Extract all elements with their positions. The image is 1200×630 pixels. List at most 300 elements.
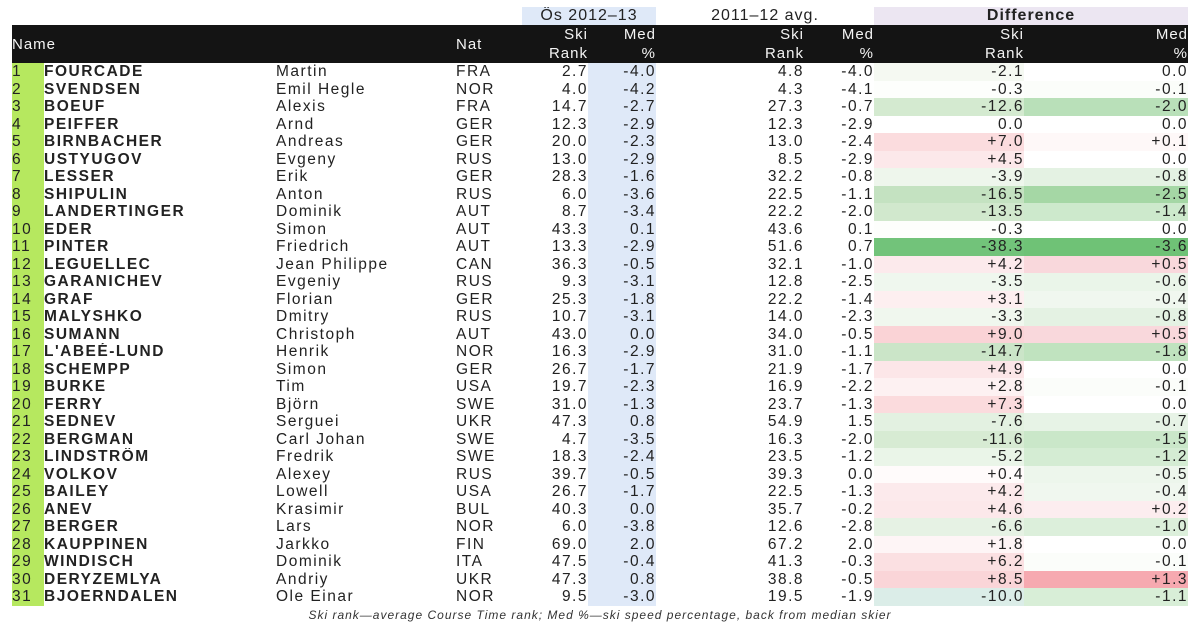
athlete-last-name: LESSER xyxy=(44,168,116,186)
rank-number: 21 xyxy=(12,413,44,431)
table-caption: Ski rank—average Course Time rank; Med %—ski speed percentage, back from median skier xyxy=(308,608,892,622)
ski-rank-current: 26.7 xyxy=(551,360,588,378)
table-body xyxy=(12,63,1188,606)
athlete-last-name: MALYSHKO xyxy=(44,308,144,326)
ski-rank-difference: -10.0 xyxy=(874,588,1024,606)
athlete-first-name: Martin xyxy=(276,63,329,81)
med-difference: +1.3 xyxy=(1024,571,1188,589)
athlete-last-name: FERRY xyxy=(44,395,104,413)
athlete-last-name: EDER xyxy=(44,220,94,238)
athlete-last-name: BJOERNDALEN xyxy=(44,588,179,606)
table-row xyxy=(12,431,1188,449)
ski-rank-current: 10.7 xyxy=(551,308,588,326)
table-row xyxy=(12,151,1188,169)
nationality: AUT xyxy=(456,325,492,343)
ski-rank-average: 34.0 xyxy=(767,325,804,343)
athlete-first-name: Tim xyxy=(276,378,306,396)
athlete-first-name: Emil Hegle xyxy=(276,80,366,98)
med-difference: +0.1 xyxy=(1024,133,1188,151)
athlete-first-name: Anton xyxy=(276,185,325,203)
ski-rank-current: 14.7 xyxy=(551,98,588,116)
ski-rank-difference: +6.2 xyxy=(874,553,1024,571)
athlete-last-name: USTYUGOV xyxy=(44,150,143,168)
athlete-first-name: Simon xyxy=(276,360,328,378)
group-previous-average: 2011–12 avg. xyxy=(656,7,874,25)
ski-rank-difference: +4.9 xyxy=(874,361,1024,379)
ski-rank-difference: +0.4 xyxy=(874,466,1024,484)
athlete-last-name: FOURCADE xyxy=(44,63,144,81)
athlete-first-name: Jarkko xyxy=(276,535,331,553)
ski-rank-average: 16.3 xyxy=(767,430,804,448)
table-row xyxy=(12,116,1188,134)
med-average: -2.3 xyxy=(841,308,875,326)
athlete-first-name: Jean Philippe xyxy=(276,255,389,273)
ski-rank-current: 39.7 xyxy=(551,465,588,483)
col-ski-rank-current: Ski Rank xyxy=(522,25,588,63)
ski-rank-average: 22.2 xyxy=(767,290,804,308)
athlete-last-name: SUMANN xyxy=(44,325,122,343)
athlete-last-name: ANEV xyxy=(44,500,94,518)
ski-rank-average: 14.0 xyxy=(767,308,804,326)
med-current: -2.9 xyxy=(588,116,656,134)
med-difference: -1.4 xyxy=(1024,203,1188,221)
nationality: GER xyxy=(456,168,495,186)
rank-number: 17 xyxy=(12,343,44,361)
ski-rank-difference: -0.3 xyxy=(874,221,1024,239)
nationality: UKR xyxy=(456,413,494,431)
med-difference: -0.1 xyxy=(1024,378,1188,396)
med-difference: 0.0 xyxy=(1024,63,1188,81)
med-current: 0.0 xyxy=(588,326,656,344)
athlete-first-name: Alexey xyxy=(276,465,332,483)
ski-rank-current: 6.0 xyxy=(561,518,588,536)
med-average: -1.7 xyxy=(841,360,875,378)
col-name: Name xyxy=(12,25,456,63)
ski-rank-average: 35.7 xyxy=(767,500,804,518)
med-current: 2.0 xyxy=(588,536,656,554)
athlete-first-name: Krasimir xyxy=(276,500,345,518)
ski-rank-average: 22.5 xyxy=(767,185,804,203)
athlete-last-name: LINDSTRÖM xyxy=(44,448,150,466)
rank-number: 16 xyxy=(12,326,44,344)
nationality: SWE xyxy=(456,430,496,448)
med-difference: -0.8 xyxy=(1024,168,1188,186)
med-difference: -0.4 xyxy=(1024,291,1188,309)
med-average: -0.7 xyxy=(841,98,875,116)
ski-rank-average: 19.5 xyxy=(767,588,804,606)
athlete-last-name: DERYZEMLYA xyxy=(44,570,163,588)
athlete-first-name: Andriy xyxy=(276,570,329,588)
athlete-last-name: SHIPULIN xyxy=(44,185,129,203)
med-current: -0.5 xyxy=(588,256,656,274)
ski-rank-difference: -7.6 xyxy=(874,413,1024,431)
med-average: 0.1 xyxy=(847,220,875,238)
med-current: -1.8 xyxy=(588,291,656,309)
ski-rank-current: 12.3 xyxy=(551,115,588,133)
ski-rank-difference: +4.2 xyxy=(874,256,1024,274)
med-average: -0.2 xyxy=(841,500,875,518)
nationality: GER xyxy=(456,290,495,308)
ski-rank-current: 4.0 xyxy=(561,80,588,98)
ski-rank-difference: -3.5 xyxy=(874,273,1024,291)
rank-number: 11 xyxy=(12,238,44,256)
athlete-first-name: Evgeny xyxy=(276,150,337,168)
col-nat: Nat xyxy=(456,25,522,63)
med-current: -3.6 xyxy=(588,186,656,204)
athlete-last-name: PEIFFER xyxy=(44,115,120,133)
athlete-first-name: Dmitry xyxy=(276,308,330,326)
ski-rank-difference: +9.0 xyxy=(874,326,1024,344)
med-difference: +0.2 xyxy=(1024,501,1188,519)
med-difference: 0.0 xyxy=(1024,151,1188,169)
med-current: -0.4 xyxy=(588,553,656,571)
athlete-first-name: Friedrich xyxy=(276,238,350,256)
athlete-last-name: LANDERTINGER xyxy=(44,203,186,221)
nationality: RUS xyxy=(456,308,494,326)
med-average: -1.0 xyxy=(841,255,875,273)
athlete-first-name: Arnd xyxy=(276,115,315,133)
ski-rank-difference: -12.6 xyxy=(874,98,1024,116)
med-average: 2.0 xyxy=(847,535,875,553)
rank-number: 31 xyxy=(12,588,44,606)
rank-number: 7 xyxy=(12,168,44,186)
med-average: -2.0 xyxy=(841,430,875,448)
med-current: 0.8 xyxy=(588,413,656,431)
med-difference: 0.0 xyxy=(1024,361,1188,379)
table-row xyxy=(12,483,1188,501)
table-row xyxy=(12,63,1188,81)
rank-number: 6 xyxy=(12,151,44,169)
med-difference: -0.7 xyxy=(1024,413,1188,431)
med-average: -0.3 xyxy=(841,553,875,571)
athlete-first-name: Alexis xyxy=(276,98,327,116)
med-current: -1.7 xyxy=(588,483,656,501)
ski-rank-average: 13.0 xyxy=(767,133,804,151)
athlete-last-name: LEGUELLEC xyxy=(44,255,152,273)
med-difference: -1.1 xyxy=(1024,588,1188,606)
table-row xyxy=(12,396,1188,414)
table-row xyxy=(12,361,1188,379)
nationality: NOR xyxy=(456,518,495,536)
athlete-last-name: VOLKOV xyxy=(44,465,119,483)
athlete-first-name: Dominik xyxy=(276,203,343,221)
table-row xyxy=(12,98,1188,116)
nationality: BUL xyxy=(456,500,491,518)
group-difference: Difference xyxy=(874,7,1188,25)
med-average: -0.5 xyxy=(841,325,875,343)
athlete-first-name: Christoph xyxy=(276,325,356,343)
athlete-last-name: GRAF xyxy=(44,290,94,308)
ski-rank-current: 28.3 xyxy=(551,168,588,186)
ski-rank-current: 18.3 xyxy=(551,448,588,466)
ski-rank-current: 43.3 xyxy=(551,220,588,238)
nationality: NOR xyxy=(456,343,495,361)
ski-rank-current: 43.0 xyxy=(551,325,588,343)
med-current: -2.7 xyxy=(588,98,656,116)
ski-rank-average: 23.5 xyxy=(767,448,804,466)
ski-rank-average: 4.8 xyxy=(777,63,804,81)
rank-number: 5 xyxy=(12,133,44,151)
ski-rank-difference: +7.0 xyxy=(874,133,1024,151)
med-current: -2.9 xyxy=(588,343,656,361)
ski-stats-table xyxy=(12,7,1188,606)
rank-number: 29 xyxy=(12,553,44,571)
ski-rank-current: 31.0 xyxy=(551,395,588,413)
nationality: USA xyxy=(456,378,493,396)
ski-rank-current: 4.7 xyxy=(561,430,588,448)
table-row xyxy=(12,186,1188,204)
ski-rank-current: 9.3 xyxy=(561,273,588,291)
ski-rank-average: 41.3 xyxy=(767,553,804,571)
athlete-first-name: Andreas xyxy=(276,133,345,151)
table-row xyxy=(12,238,1188,256)
med-current: -4.2 xyxy=(588,81,656,99)
rank-number: 10 xyxy=(12,221,44,239)
med-difference: +0.5 xyxy=(1024,256,1188,274)
med-average: -2.9 xyxy=(841,150,875,168)
med-current: 0.8 xyxy=(588,571,656,589)
table-row xyxy=(12,168,1188,186)
ski-rank-difference: 0.0 xyxy=(874,116,1024,134)
athlete-first-name: Fredrik xyxy=(276,448,335,466)
ski-rank-current: 2.7 xyxy=(561,63,588,81)
ski-rank-average: 27.3 xyxy=(767,98,804,116)
nationality: SWE xyxy=(456,395,496,413)
ski-rank-current: 69.0 xyxy=(551,535,588,553)
med-current: -3.0 xyxy=(588,588,656,606)
ski-rank-current: 47.3 xyxy=(551,570,588,588)
rank-number: 20 xyxy=(12,396,44,414)
ski-rank-current: 6.0 xyxy=(561,185,588,203)
rank-number: 24 xyxy=(12,466,44,484)
med-current: -3.1 xyxy=(588,273,656,291)
athlete-first-name: Erik xyxy=(276,168,309,186)
table-row xyxy=(12,81,1188,99)
med-average: -1.3 xyxy=(841,483,875,501)
med-current: -3.5 xyxy=(588,431,656,449)
ski-rank-difference: -11.6 xyxy=(874,431,1024,449)
athlete-last-name: BERGMAN xyxy=(44,430,135,448)
ski-rank-difference: -2.1 xyxy=(874,63,1024,81)
column-header-row xyxy=(12,25,1188,63)
nationality: GER xyxy=(456,115,495,133)
ski-rank-current: 47.5 xyxy=(551,553,588,571)
med-current: 0.0 xyxy=(588,501,656,519)
table-row xyxy=(12,466,1188,484)
med-average: -4.0 xyxy=(841,63,875,81)
athlete-first-name: Carl Johan xyxy=(276,430,366,448)
ski-rank-difference: +4.5 xyxy=(874,151,1024,169)
ski-rank-average: 21.9 xyxy=(767,360,804,378)
med-difference: -0.4 xyxy=(1024,483,1188,501)
athlete-last-name: BIRNBACHER xyxy=(44,133,164,151)
rank-number: 25 xyxy=(12,483,44,501)
ski-rank-difference: -5.2 xyxy=(874,448,1024,466)
ski-rank-current: 40.3 xyxy=(551,500,588,518)
athlete-last-name: GARANICHEV xyxy=(44,273,164,291)
med-average: -1.2 xyxy=(841,448,875,466)
nationality: FRA xyxy=(456,98,492,116)
athlete-last-name: L'ABEÉ-LUND xyxy=(44,343,165,361)
athlete-first-name: Lowell xyxy=(276,483,329,501)
med-average: -1.9 xyxy=(841,588,875,606)
med-average: -2.9 xyxy=(841,115,875,133)
ski-rank-current: 26.7 xyxy=(551,483,588,501)
col-med-average: Med % xyxy=(804,25,874,63)
med-average: -0.8 xyxy=(841,168,875,186)
nationality: NOR xyxy=(456,588,495,606)
athlete-last-name: KAUPPINEN xyxy=(44,535,149,553)
athlete-first-name: Björn xyxy=(276,395,320,413)
table-row xyxy=(12,291,1188,309)
med-difference: -2.5 xyxy=(1024,186,1188,204)
rank-number: 2 xyxy=(12,81,44,99)
med-difference: -0.1 xyxy=(1024,81,1188,99)
ski-rank-current: 20.0 xyxy=(551,133,588,151)
table-row xyxy=(12,273,1188,291)
col-med-difference: Med % xyxy=(1024,25,1188,63)
med-average: 0.7 xyxy=(847,238,875,256)
athlete-last-name: SVENDSEN xyxy=(44,80,142,98)
athlete-last-name: SCHEMPP xyxy=(44,360,132,378)
ski-rank-current: 13.0 xyxy=(551,150,588,168)
med-difference: -0.1 xyxy=(1024,553,1188,571)
ski-rank-current: 9.5 xyxy=(561,588,588,606)
ski-rank-average: 67.2 xyxy=(767,535,804,553)
col-med-current: Med % xyxy=(588,25,656,63)
nationality: AUT xyxy=(456,238,492,256)
med-difference: -1.0 xyxy=(1024,518,1188,536)
ski-rank-current: 25.3 xyxy=(551,290,588,308)
table-row xyxy=(12,343,1188,361)
med-difference: +0.5 xyxy=(1024,326,1188,344)
athlete-last-name: BURKE xyxy=(44,378,107,396)
athlete-last-name: BERGER xyxy=(44,518,120,536)
med-difference: -3.6 xyxy=(1024,238,1188,256)
rank-number: 22 xyxy=(12,431,44,449)
athlete-last-name: PINTER xyxy=(44,238,110,256)
ski-rank-current: 8.7 xyxy=(561,203,588,221)
med-current: 0.1 xyxy=(588,221,656,239)
med-current: -1.7 xyxy=(588,361,656,379)
ski-rank-difference: +3.1 xyxy=(874,291,1024,309)
group-header-row xyxy=(12,7,1188,25)
med-difference: -0.5 xyxy=(1024,466,1188,484)
table-row xyxy=(12,133,1188,151)
table-row xyxy=(12,203,1188,221)
nationality: GER xyxy=(456,360,495,378)
med-current: -1.6 xyxy=(588,168,656,186)
med-difference: 0.0 xyxy=(1024,536,1188,554)
nationality: UKR xyxy=(456,570,494,588)
med-average: -1.4 xyxy=(841,290,875,308)
ski-rank-average: 16.9 xyxy=(767,378,804,396)
med-difference: -0.8 xyxy=(1024,308,1188,326)
group-current-season: Ös 2012–13 xyxy=(522,7,656,25)
ski-rank-average: 12.3 xyxy=(767,115,804,133)
rank-number: 23 xyxy=(12,448,44,466)
table-row xyxy=(12,378,1188,396)
rank-number: 19 xyxy=(12,378,44,396)
table-row xyxy=(12,571,1188,589)
ski-rank-average: 38.8 xyxy=(767,570,804,588)
nationality: CAN xyxy=(456,255,494,273)
med-average: -2.0 xyxy=(841,203,875,221)
med-difference: -2.0 xyxy=(1024,98,1188,116)
athlete-first-name: Simon xyxy=(276,220,328,238)
table-row xyxy=(12,553,1188,571)
ski-rank-difference: -3.3 xyxy=(874,308,1024,326)
athlete-first-name: Ole Einar xyxy=(276,588,355,606)
med-current: -3.4 xyxy=(588,203,656,221)
ski-rank-average: 22.2 xyxy=(767,203,804,221)
athlete-last-name: BAILEY xyxy=(44,483,110,501)
ski-rank-difference: -16.5 xyxy=(874,186,1024,204)
rank-number: 8 xyxy=(12,186,44,204)
col-ski-rank-average: Ski Rank xyxy=(656,25,804,63)
ski-rank-average: 8.5 xyxy=(777,150,804,168)
med-current: -2.9 xyxy=(588,151,656,169)
table-row xyxy=(12,221,1188,239)
ski-rank-difference: -0.3 xyxy=(874,81,1024,99)
ski-rank-average: 4.3 xyxy=(777,80,804,98)
ski-rank-current: 13.3 xyxy=(551,238,588,256)
athlete-last-name: WINDISCH xyxy=(44,553,135,571)
rank-number: 26 xyxy=(12,501,44,519)
ski-rank-current: 19.7 xyxy=(551,378,588,396)
nationality: RUS xyxy=(456,465,494,483)
med-difference: -1.2 xyxy=(1024,448,1188,466)
rank-number: 4 xyxy=(12,116,44,134)
athlete-first-name: Serguei xyxy=(276,413,340,431)
athlete-first-name: Florian xyxy=(276,290,334,308)
col-ski-rank-difference: Ski Rank xyxy=(874,25,1024,63)
athlete-first-name: Lars xyxy=(276,518,313,536)
ski-rank-difference: +1.8 xyxy=(874,536,1024,554)
table-row xyxy=(12,448,1188,466)
table-row xyxy=(12,256,1188,274)
athlete-first-name: Henrik xyxy=(276,343,330,361)
rank-number: 27 xyxy=(12,518,44,536)
med-current: -1.3 xyxy=(588,396,656,414)
med-average: -2.8 xyxy=(841,518,875,536)
table-row xyxy=(12,536,1188,554)
med-average: -1.1 xyxy=(841,343,875,361)
nationality: ITA xyxy=(456,553,484,571)
med-current: -2.4 xyxy=(588,448,656,466)
ski-rank-average: 22.5 xyxy=(767,483,804,501)
med-difference: -0.6 xyxy=(1024,273,1188,291)
med-current: -2.3 xyxy=(588,378,656,396)
ski-rank-average: 43.6 xyxy=(767,220,804,238)
ski-rank-current: 16.3 xyxy=(551,343,588,361)
med-average: -2.4 xyxy=(841,133,875,151)
med-current: -2.9 xyxy=(588,238,656,256)
ski-rank-difference: +4.2 xyxy=(874,483,1024,501)
med-average: -2.5 xyxy=(841,273,875,291)
rank-number: 14 xyxy=(12,291,44,309)
nationality: AUT xyxy=(456,220,492,238)
nationality: RUS xyxy=(456,273,494,291)
nationality: FIN xyxy=(456,535,486,553)
med-average: 0.0 xyxy=(847,465,875,483)
ski-rank-average: 32.1 xyxy=(767,255,804,273)
athlete-last-name: SEDNEV xyxy=(44,413,117,431)
med-current: -3.8 xyxy=(588,518,656,536)
med-difference: 0.0 xyxy=(1024,221,1188,239)
rank-number: 28 xyxy=(12,536,44,554)
ski-rank-difference: +8.5 xyxy=(874,571,1024,589)
